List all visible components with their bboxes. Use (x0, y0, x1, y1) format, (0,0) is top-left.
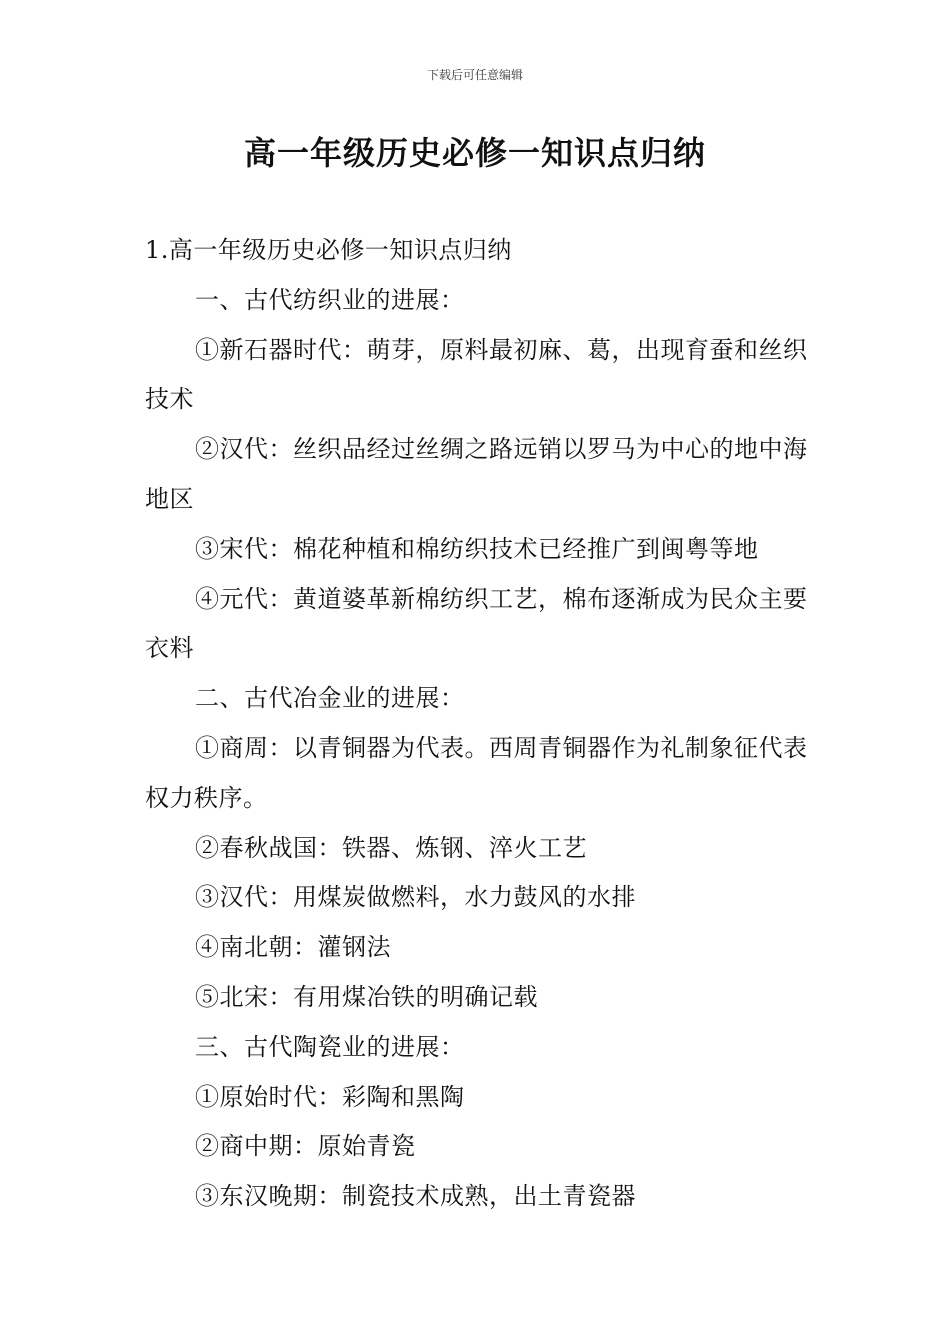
paragraph: 一、古代纺织业的进展： (195, 285, 465, 314)
paragraph: ④南北朝：灌钢法 (195, 933, 391, 962)
paragraph: ③汉代：用煤炭做燃料，水力鼓风的水排 (195, 883, 636, 912)
paragraph: ③宋代：棉花种植和棉纺织技术已经推广到闽粤等地 (195, 534, 759, 563)
paragraph: ①原始时代：彩陶和黑陶 (195, 1082, 465, 1111)
paragraph: ③东汉晚期：制瓷技术成熟，出土青瓷器 (195, 1182, 636, 1211)
paragraph: ②汉代：丝织品经过丝绸之路远销以罗马为中心的地中海地区 (145, 435, 808, 513)
paragraph: ①商周：以青铜器为代表。西周青铜器作为礼制象征代表权力秩序。 (145, 733, 808, 812)
paragraph: ④元代：黄道婆革新棉纺织工艺，棉布逐渐成为民众主要衣料 (145, 584, 808, 663)
paragraph: ②商中期：原始青瓷 (195, 1132, 416, 1161)
header-note: 下载后可任意编辑 (426, 68, 523, 82)
paragraph: ②春秋战国：铁器、炼钢、淬火工艺 (195, 833, 587, 862)
paragraph: ⑤北宋：有用煤冶铁的明确记载 (195, 982, 538, 1011)
document-title: 高一年级历史必修一知识点归纳 (243, 134, 706, 172)
paragraph: 二、古代冶金业的进展： (195, 684, 465, 713)
paragraph: ①新石器时代：萌芽，原料最初麻、葛，出现育蚕和丝织技术 (145, 335, 808, 414)
paragraph: 1.高一年级历史必修一知识点归纳 (145, 236, 512, 264)
document-body (145, 226, 810, 1222)
paragraph: 三、古代陶瓷业的进展： (195, 1032, 465, 1061)
